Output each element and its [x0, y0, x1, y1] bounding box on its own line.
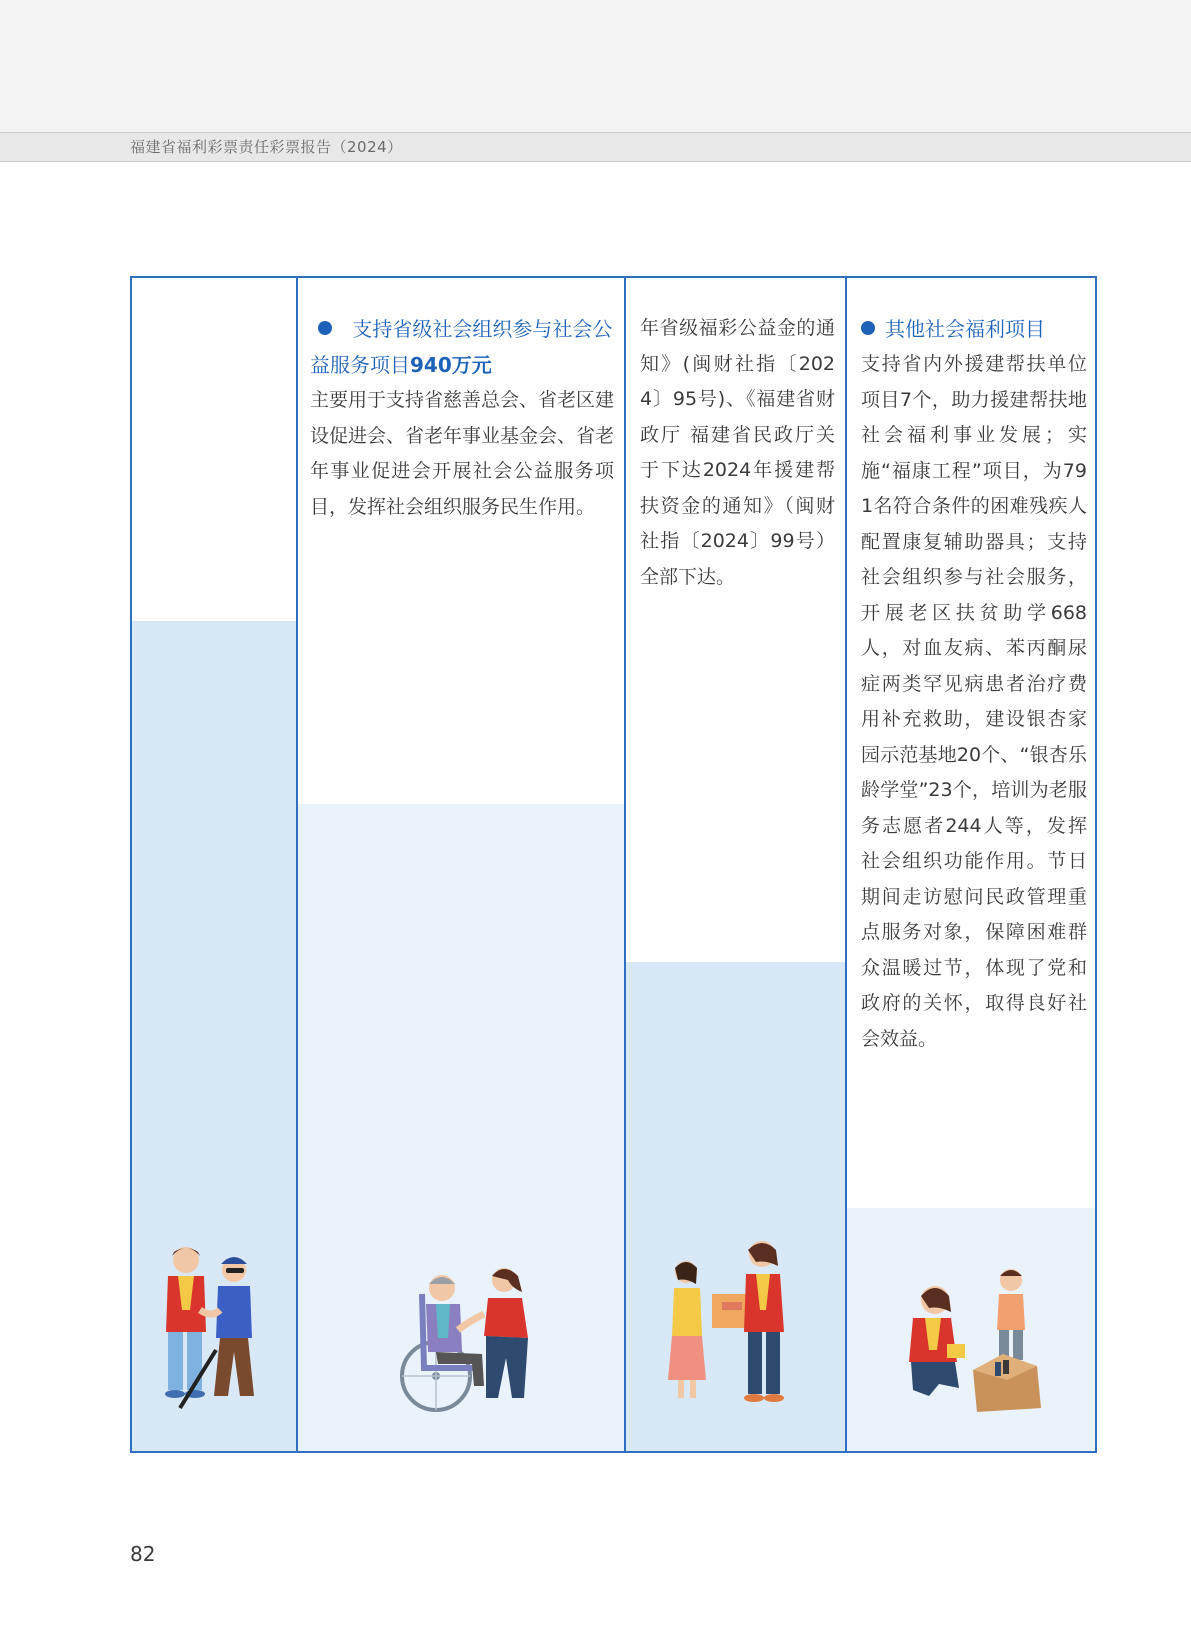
- volunteer-guiding-blind-illustration: [150, 1240, 270, 1415]
- section-continuation: [640, 311, 835, 595]
- column-3: [626, 278, 847, 1451]
- top-margin: [0, 0, 1191, 132]
- section-title: [861, 311, 1087, 347]
- volunteer-delivering-box-illustration: [666, 1240, 806, 1415]
- section-social-org: [310, 311, 614, 525]
- page-number: 82: [130, 1542, 156, 1566]
- bullet-icon: [318, 321, 332, 335]
- column-1: [132, 278, 298, 1451]
- section-title: [310, 311, 614, 383]
- section-title-text: 其他社会福利项目: [885, 317, 1045, 341]
- section-body: 年省级福彩公益金的通知》(闽财社指〔2024〕95号)、《福建省财政厅 福建省民政厅关于下达2024年援建帮扶资金的通知》（闽财社指〔2024〕99号）全部下达。: [640, 317, 835, 588]
- running-header: [0, 132, 1191, 162]
- section-body: 支持省内外援建帮扶单位项目7个，助力援建帮扶地社会福利事业发展；实施“福康工程”项目，为791名符合条件的困难残疾人配置康复辅助器具；支持社会组织参与社会服务，开展老区扶贫助学668人，对血友病、苯丙酮尿症两类罕见病患者治疗费用补充救助，建设银杏家园示范基地20个、“银杏乐龄学堂”23个，培训为老服务志愿者244人等，发挥社会组织功能作用。节日期间走访慰问民政管理重点服务对象，保障困难群众温暖过节，体现了党和政府的关怀，取得良好社会效益。: [861, 353, 1087, 1050]
- content-table: [130, 276, 1097, 1453]
- volunteer-helping-wheelchair-user-illustration: [388, 1258, 548, 1418]
- section-other-welfare: [861, 311, 1087, 1057]
- report-title: 福建省福利彩票责任彩票报告（2024）: [130, 138, 403, 156]
- bullet-icon: [861, 321, 875, 335]
- column-2: [298, 278, 626, 1451]
- section-body: 主要用于支持省慈善总会、省老区建设促进会、省老年事业基金会、省老年事业促进会开展社会公益服务项目，发挥社会组织服务民生作用。: [310, 389, 615, 518]
- section-title-amount: 940万元: [410, 353, 492, 377]
- column-4: [847, 278, 1095, 1451]
- volunteer-packing-donations-illustration: [899, 1258, 1049, 1418]
- section-title-text: 支持省级社会组织参与社会公益服务项目: [310, 317, 613, 377]
